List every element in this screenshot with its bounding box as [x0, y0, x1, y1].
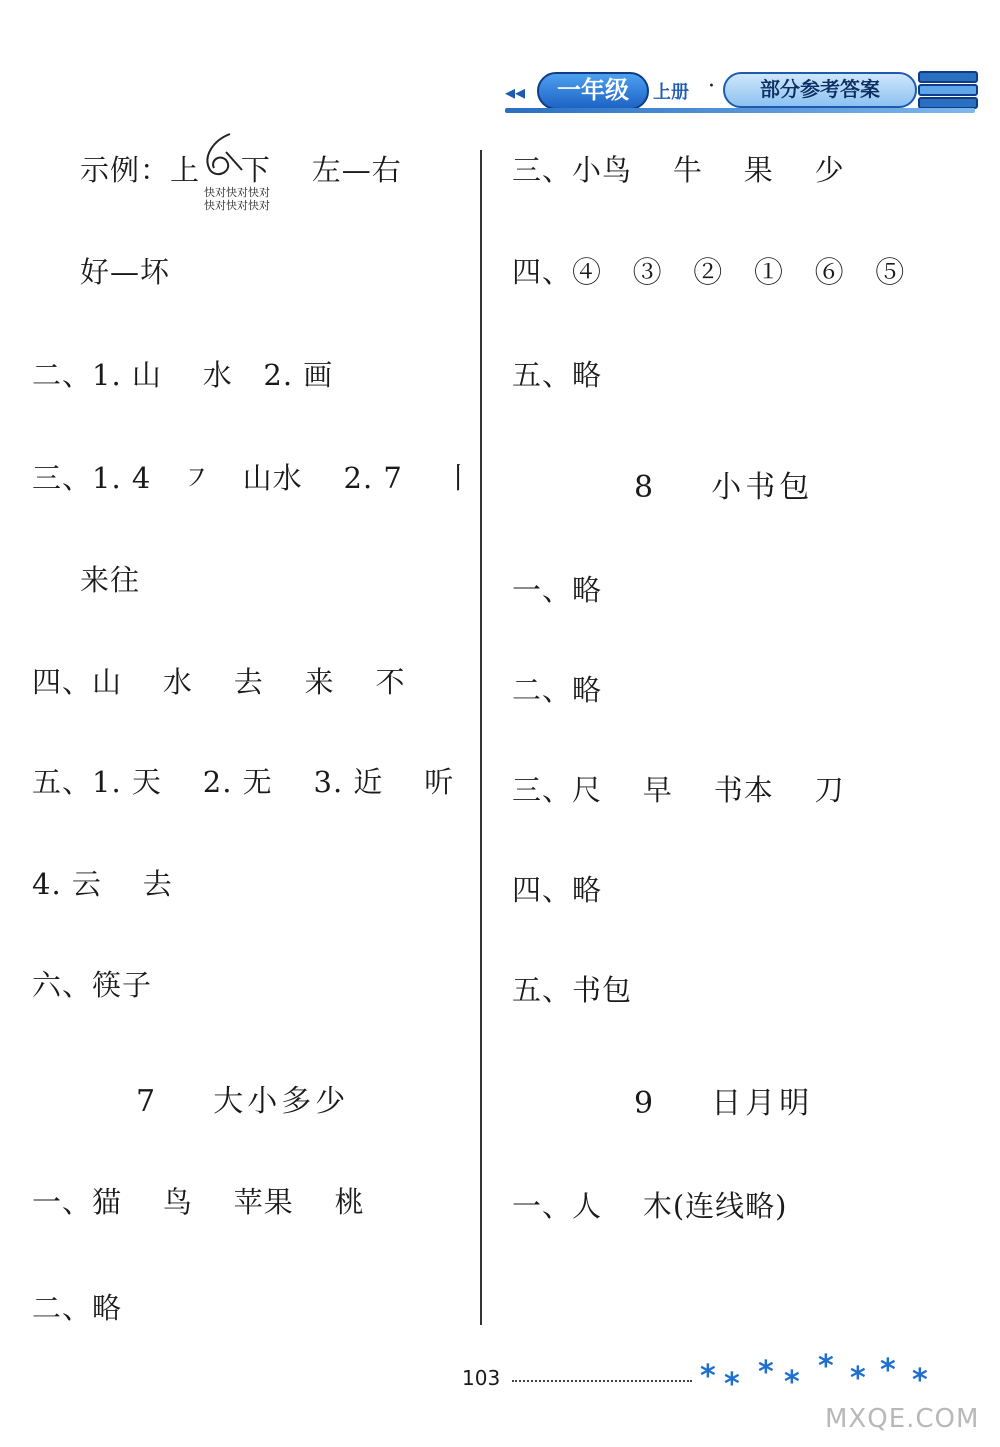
lesson-title-7: 7 大小多少 [136, 1084, 350, 1119]
answer-line: 二、略 [32, 1291, 123, 1325]
watermark: MXQE.COM [825, 1404, 980, 1434]
page-number: 103 [462, 1366, 501, 1390]
answer-line: 三、1. 4 ㇇ 山水 2. 7 丨 [32, 461, 474, 495]
svg-text:*: * [912, 1363, 928, 1398]
section-title: 部分参考答案 [723, 72, 917, 108]
column-divider [480, 150, 482, 1325]
svg-text:*: * [880, 1353, 896, 1388]
lesson-title-9: 9 日月明 [634, 1086, 814, 1121]
double-arrow-icon: ◂◂ [505, 80, 526, 104]
example-note: 快对快对快对 快对快对快对 [204, 186, 270, 212]
svg-text:*: * [758, 1355, 774, 1390]
answer-line: 三、小鸟 牛 果 少 [512, 153, 845, 187]
answer-example: 示例：上 下 左—右 [80, 153, 402, 187]
svg-text:*: * [700, 1359, 716, 1394]
answer-line: 来往 [80, 563, 141, 597]
svg-text:*: * [818, 1352, 834, 1384]
header-rule [505, 108, 975, 113]
svg-text:*: * [784, 1365, 800, 1400]
grade-badge: 一年级 [537, 72, 649, 110]
answer-line: 二、略 [512, 673, 603, 707]
svg-text:*: * [850, 1361, 866, 1396]
lesson-title-8: 8 小书包 [634, 470, 814, 505]
answer-line: 一、略 [512, 573, 603, 607]
separator-dot: · [708, 74, 715, 99]
svg-text:*: * [724, 1367, 740, 1402]
answer-line: 二、1. 山 水 2. 画 [32, 358, 334, 392]
book-part-label: 上册 [653, 82, 689, 103]
dotted-leader [512, 1380, 692, 1382]
answer-line: 三、尺 早 书本 刀 [512, 773, 845, 807]
answer-line: 一、猫 鸟 苹果 桃 [32, 1185, 365, 1219]
handwritten-stroke-icon [196, 130, 246, 182]
answer-line: 六、筷子 [32, 968, 153, 1002]
star-decoration-icon [700, 1352, 990, 1402]
answer-line: 四、略 [512, 873, 603, 907]
answer-line: 4. 云 去 [32, 867, 173, 901]
answer-line: 五、1. 天 2. 无 3. 近 听 [32, 765, 455, 799]
page-header [505, 68, 985, 120]
answer-line: 五、书包 [512, 973, 633, 1007]
answer-line: 一、人 木(连线略) [512, 1189, 788, 1223]
answer-line: 五、略 [512, 358, 603, 392]
answer-line: 四、山 水 去 来 不 [32, 665, 406, 699]
answer-line: 四、④ ③ ② ① ⑥ ⑤ [512, 255, 906, 289]
answer-line: 好—坏 [80, 255, 171, 289]
